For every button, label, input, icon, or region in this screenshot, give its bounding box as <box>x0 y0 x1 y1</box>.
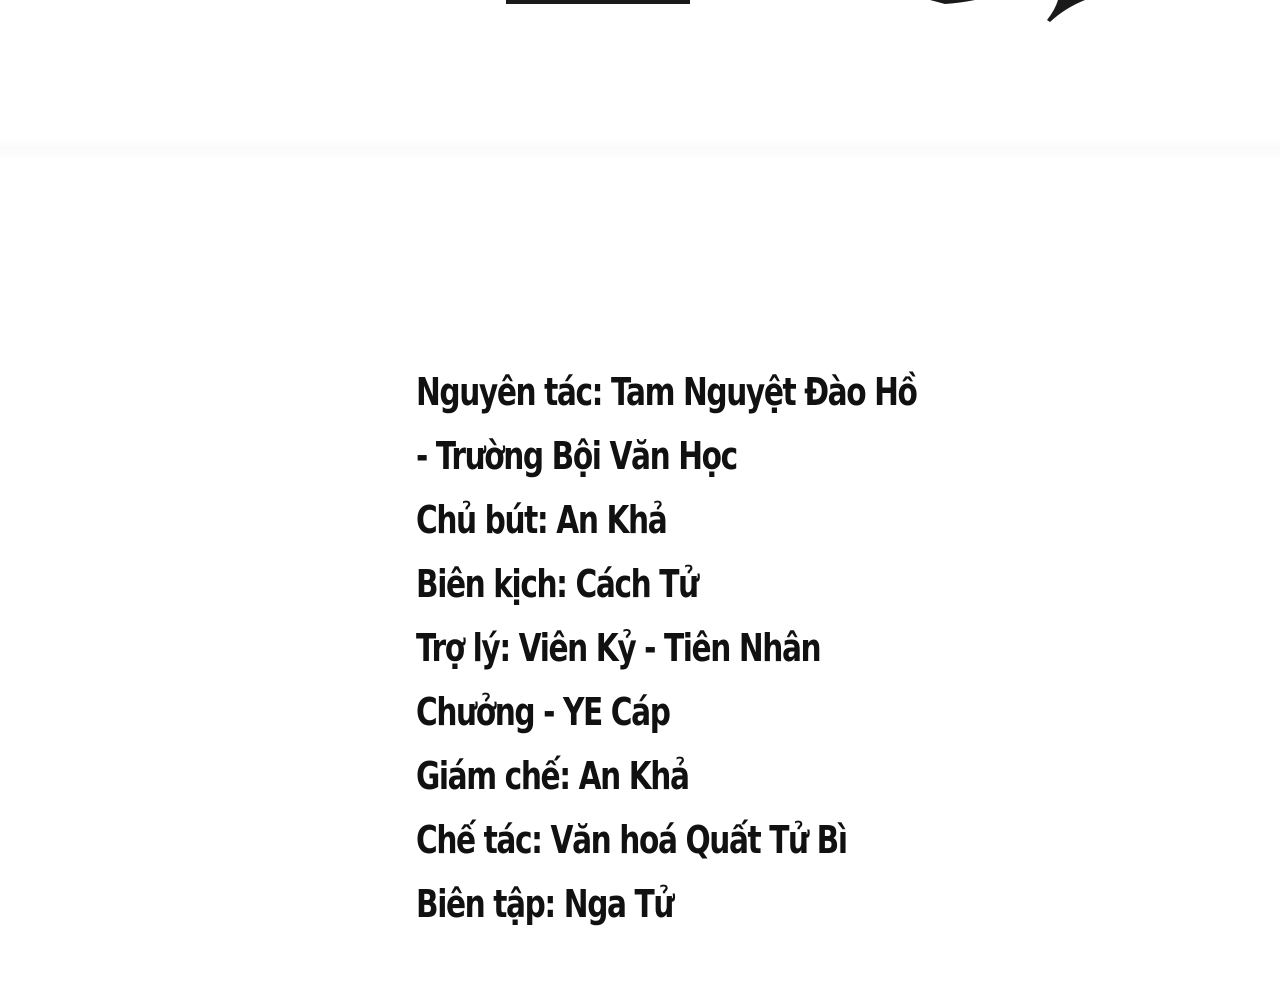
credit-line-assistants-cont: Chưởng - YE Cáp <box>416 690 670 734</box>
credit-line-supervisor: Giám chế: An Khả <box>416 754 689 798</box>
credit-line-publisher: - Trường Bội Văn Học <box>416 434 737 478</box>
ink-brush-stroke <box>930 0 975 4</box>
ink-spike <box>1030 0 1085 22</box>
credit-line-original-work: Nguyên tác: Tam Nguyệt Đào Hồ <box>416 370 917 414</box>
credit-line-lead-artist: Chủ bút: An Khả <box>416 498 667 542</box>
credit-line-assistants: Trợ lý: Viên Kỷ - Tiên Nhân <box>416 626 821 670</box>
comic-art-fragment <box>0 0 1280 40</box>
credits-list <box>416 360 1009 936</box>
ink-bar <box>506 0 690 4</box>
background-texture <box>0 138 1280 160</box>
credit-line-script: Biên kịch: Cách Tử <box>416 562 698 606</box>
credit-line-production: Chế tác: Văn hoá Quất Tử Bì <box>416 818 847 862</box>
credit-line-editor: Biên tập: Nga Tử <box>416 882 674 926</box>
